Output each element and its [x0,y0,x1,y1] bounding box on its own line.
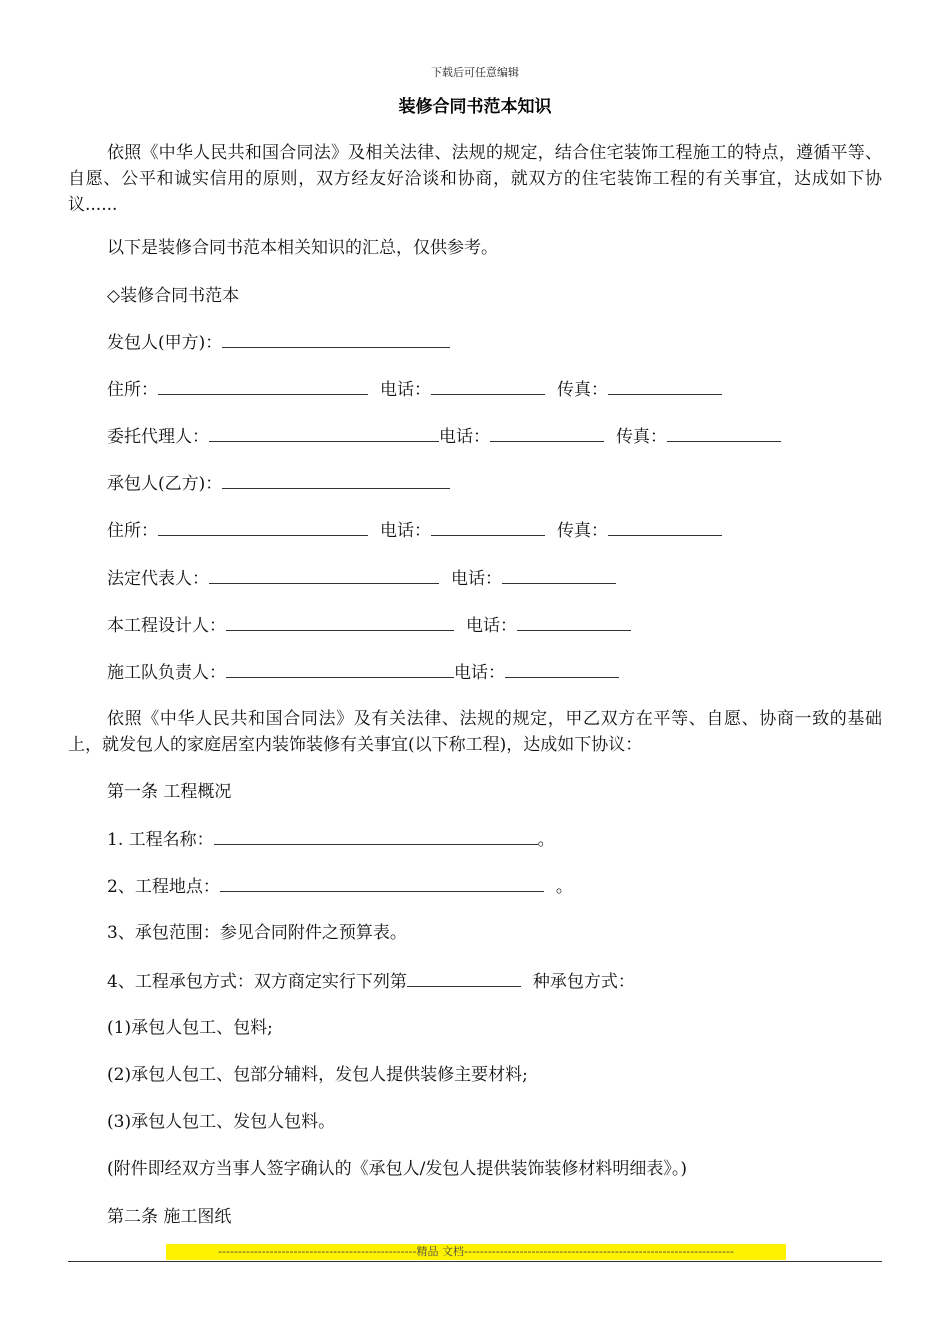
designer-blank[interactable] [226,614,454,631]
document-title: 装修合同书范本知识 [398,97,552,117]
option-2: (2)承包人包工、包部分辅料，发包人提供装修主要材料; [107,1065,528,1085]
footer-watermark: --------------------------------------------------精品 文档-------------------------------------------------------------------- [166,1244,786,1260]
agent-label: 委托代理人： [107,427,209,447]
phone-label: 电话： [451,569,502,589]
article1-item4 [107,970,635,993]
project-location-blank[interactable] [220,875,544,892]
project-name-blank[interactable] [214,828,538,845]
party-a-line [107,331,450,354]
project-name-label: 1. 工程名称： [107,830,214,850]
designer-line [107,614,631,637]
fax-blank[interactable] [608,519,722,536]
team-lead-line [107,661,619,684]
party-a-blank[interactable] [222,331,450,348]
contract-mode-blank[interactable] [407,970,521,987]
article1-item1 [107,828,555,851]
party-b-contact-line [107,519,722,542]
period: 。 [555,877,573,897]
fax-blank[interactable] [667,425,781,442]
header-note: 下载后可任意编辑 [431,66,519,79]
fax-blank[interactable] [608,378,722,395]
phone-label: 电话： [466,616,517,636]
team-lead-label: 施工队负责人： [107,663,226,683]
option-1: (1)承包人包工、包料; [107,1018,273,1038]
article1-item3: 3、承包范围：参见合同附件之预算表。 [107,923,407,943]
address-blank[interactable] [158,378,368,395]
fax-label: 传真： [557,380,608,400]
legal-rep-blank[interactable] [209,567,439,584]
phone-label: 电话： [380,380,431,400]
address-label: 住所： [107,521,158,541]
phone-label: 电话： [380,521,431,541]
fax-label: 传真： [557,521,608,541]
legal-rep-line [107,567,616,590]
article1-item2 [107,875,573,898]
party-a-label: 发包人(甲方)： [107,333,223,353]
party-b-line [107,472,450,495]
contract-mode-suffix: 种承包方式： [532,972,635,992]
period: 。 [537,830,555,850]
address-label: 住所： [107,380,158,400]
agent-blank[interactable] [209,425,439,442]
phone-blank[interactable] [431,378,545,395]
party-a-contact-line [107,378,722,401]
article2-heading: 第二条 施工图纸 [107,1207,232,1227]
summary-paragraph: 以下是装修合同书范本相关知识的汇总，仅供参考。 [107,238,498,258]
intro-paragraph: 依照《中华人民共和国合同法》及相关法律、法规的规定，结合住宅装饰工程施工的特点，遵循平等、自愿、公平和诚实信用的原则，双方经友好洽谈和协商，就双方的住宅装饰工程的有关事宜，达成如下协议...... [68,143,882,215]
article1-heading: 第一条 工程概况 [107,782,232,802]
section-heading: ◇装修合同书范本 [107,286,240,306]
team-lead-blank[interactable] [226,661,454,678]
phone-blank[interactable] [490,425,604,442]
agent-line [107,425,781,448]
party-b-label: 承包人(乙方)： [107,474,223,494]
agreement-paragraph: 依照《中华人民共和国合同法》及有关法律、法规的规定，甲乙双方在平等、自愿、协商一致的基础上，就发包人的家庭居室内装饰装修有关事宜(以下称工程)，达成如下协议： [68,709,882,755]
option-3: (3)承包人包工、发包人包料。 [107,1112,336,1132]
project-location-label: 2、工程地点： [107,877,220,897]
phone-blank[interactable] [502,567,616,584]
contract-mode-label: 4、工程承包方式：双方商定实行下列第 [107,972,407,992]
phone-blank[interactable] [505,661,619,678]
phone-blank[interactable] [517,614,631,631]
legal-rep-label: 法定代表人： [107,569,209,589]
fax-label: 传真： [616,427,667,447]
designer-label: 本工程设计人： [107,616,226,636]
attachment-note: (附件即经双方当事人签字确认的《承包人/发包人提供装饰装修材料明细表》。) [107,1159,687,1179]
party-b-blank[interactable] [222,472,450,489]
phone-label: 电话： [439,427,490,447]
phone-label: 电话： [454,663,505,683]
phone-blank[interactable] [431,519,545,536]
footer-divider [68,1261,882,1262]
address-blank[interactable] [158,519,368,536]
